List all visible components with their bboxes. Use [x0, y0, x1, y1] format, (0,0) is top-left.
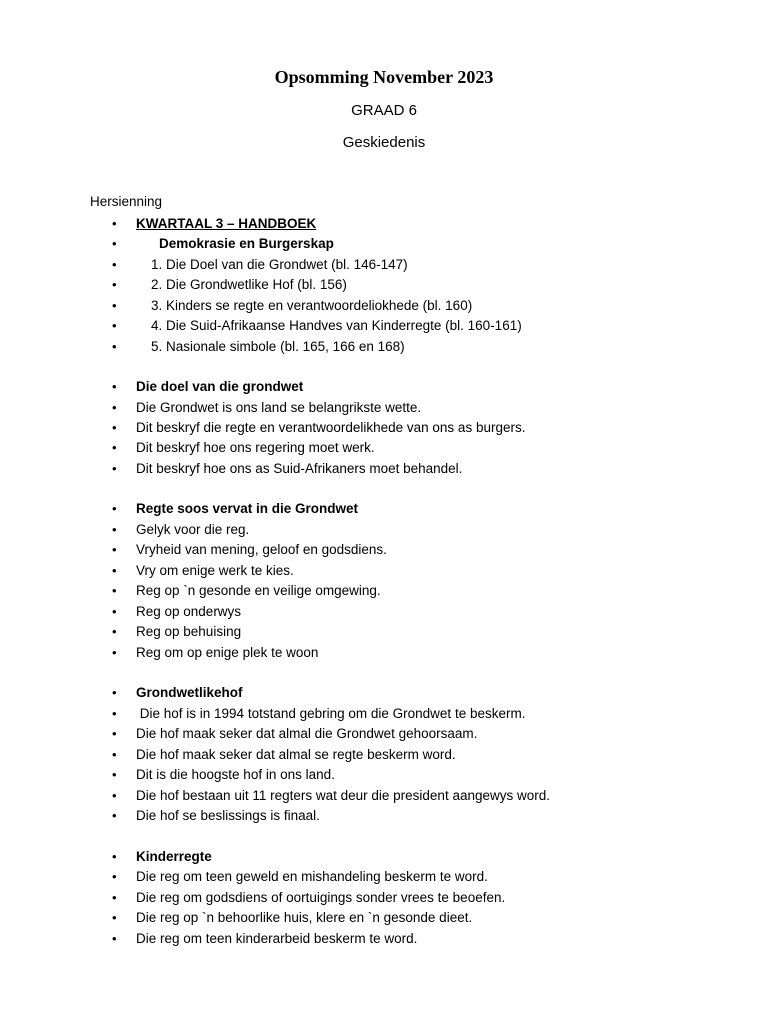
list-item	[0, 520, 768, 540]
bullet-icon: •	[112, 685, 117, 700]
list-item-text: Reg op `n gesonde en veilige omgewing.	[136, 583, 381, 598]
list-item-text: Die hof bestaan uit 11 regters wat deur die president aangewys word.	[136, 788, 550, 803]
bullet-icon: •	[112, 400, 117, 415]
bullet-icon: •	[112, 461, 117, 476]
list-item-text: Die reg om teen kinderarbeid beskerm te word.	[136, 931, 418, 946]
list-item	[0, 806, 768, 826]
bullet-icon: •	[112, 767, 117, 782]
list-item	[0, 214, 768, 234]
bullet-icon: •	[112, 726, 117, 741]
list-item-text: Reg om op enige plek te woon	[136, 645, 319, 660]
subject-label: Geskiedenis	[342, 134, 426, 151]
bullet-icon: •	[112, 808, 117, 823]
list-item-text: Die reg om teen geweld en mishandeling beskerm te word.	[136, 869, 488, 884]
list-item	[0, 438, 768, 458]
list-item-text: Die hof maak seker dat almal die Grondwet gehoorsaam.	[136, 726, 478, 741]
list-item	[0, 929, 768, 949]
list-item-text: Die reg op `n behoorlike huis, klere en `n gesonde dieet.	[136, 910, 473, 925]
bullet-icon: •	[112, 706, 117, 721]
list-item-text: Vry om enige werk te kies.	[136, 563, 294, 578]
section-heading: Die doel van die grondwet	[136, 379, 304, 394]
list-item	[0, 622, 768, 642]
bullet-icon: •	[112, 910, 117, 925]
section-heading: Kinderregte	[136, 849, 212, 864]
list-item	[0, 398, 768, 418]
list-item-text: Reg op onderwys	[136, 604, 242, 619]
list-item	[0, 499, 768, 519]
list-item	[0, 459, 768, 479]
list-item-text: Vryheid van mening, geloof en godsdiens.	[136, 542, 387, 557]
bullet-icon: •	[112, 563, 117, 578]
section-heading: KWARTAAL 3 – HANDBOEK	[136, 216, 317, 231]
list-item-text: Reg op behuising	[136, 624, 242, 639]
bullet-icon: •	[112, 542, 117, 557]
list-item-text: Dit is die hoogste hof in ons land.	[136, 767, 335, 782]
bullet-icon: •	[112, 645, 117, 660]
list-item-text: Die Grondwet is ons land se belangrikste wette.	[136, 400, 422, 415]
list-item-text: Die hof se beslissings is finaal.	[136, 808, 320, 823]
list-item	[0, 561, 768, 581]
section-heading: Regte soos vervat in die Grondwet	[136, 501, 359, 516]
bullet-icon: •	[112, 583, 117, 598]
list-item	[0, 581, 768, 601]
list-item-text: 4. Die Suid-Afrikaanse Handves van Kinderregte (bl. 160-161)	[151, 318, 522, 333]
bullet-icon: •	[112, 931, 117, 946]
list-item-text: Dit beskryf die regte en verantwoordelikhede van ons as burgers.	[136, 420, 526, 435]
bullet-icon: •	[112, 318, 117, 333]
grade-label: GRAAD 6	[351, 102, 417, 119]
bullet-icon: •	[112, 604, 117, 619]
bullet-icon: •	[112, 339, 117, 354]
list-item	[0, 847, 768, 867]
bullet-icon: •	[112, 379, 117, 394]
list-item	[0, 908, 768, 928]
bullet-icon: •	[112, 298, 117, 313]
intro-label: Hersienning	[90, 194, 163, 209]
bullet-icon: •	[112, 522, 117, 537]
section-subheading: Demokrasie en Burgerskap	[159, 236, 334, 251]
list-item	[0, 765, 768, 785]
document-title: Opsomming November 2023	[274, 67, 494, 87]
list-item-text: 1. Die Doel van die Grondwet (bl. 146-147)	[151, 257, 408, 272]
list-item-text: 3. Kinders se regte en verantwoordeliokhede (bl. 160)	[151, 298, 473, 313]
list-item-text: Die hof maak seker dat almal se regte beskerm word.	[136, 747, 456, 762]
list-item-text: Die hof is in 1994 totstand gebring om die Grondwet te beskerm.	[136, 706, 526, 721]
bullet-icon: •	[112, 747, 117, 762]
bullet-icon: •	[112, 440, 117, 455]
bullet-icon: •	[112, 277, 117, 292]
bullet-icon: •	[112, 869, 117, 884]
bullet-icon: •	[112, 788, 117, 803]
list-item	[0, 418, 768, 438]
bullet-icon: •	[112, 501, 117, 516]
list-item	[0, 643, 768, 663]
list-item	[0, 683, 768, 703]
list-item	[0, 888, 768, 908]
list-item-text: Dit beskryf hoe ons as Suid-Afrikaners moet behandel.	[136, 461, 463, 476]
bullet-icon: •	[112, 624, 117, 639]
bullet-icon: •	[112, 216, 117, 231]
bullet-icon: •	[112, 849, 117, 864]
bullet-icon: •	[112, 890, 117, 905]
list-item	[0, 316, 768, 336]
list-item-text: Die reg om godsdiens of oortuigings sonder vrees te beoefen.	[136, 890, 506, 905]
list-item-text: 2. Die Grondwetlike Hof (bl. 156)	[151, 277, 347, 292]
bullet-icon: •	[112, 420, 117, 435]
list-item	[0, 602, 768, 622]
list-item	[0, 337, 768, 357]
list-item	[0, 867, 768, 887]
bullet-icon: •	[112, 257, 117, 272]
list-item	[0, 296, 768, 316]
list-item-text: 5. Nasionale simbole (bl. 165, 166 en 168)	[151, 339, 405, 354]
list-item-text: Dit beskryf hoe ons regering moet werk.	[136, 440, 375, 455]
section-heading: Grondwetlikehof	[136, 685, 243, 700]
list-item-text: Gelyk voor die reg.	[136, 522, 250, 537]
list-item	[0, 704, 768, 724]
bullet-icon: •	[112, 236, 117, 251]
list-item	[0, 745, 768, 765]
list-item	[0, 255, 768, 275]
list-item	[0, 724, 768, 744]
list-item	[0, 786, 768, 806]
list-item	[0, 234, 768, 254]
list-item	[0, 377, 768, 397]
list-item	[0, 275, 768, 295]
list-item	[0, 540, 768, 560]
